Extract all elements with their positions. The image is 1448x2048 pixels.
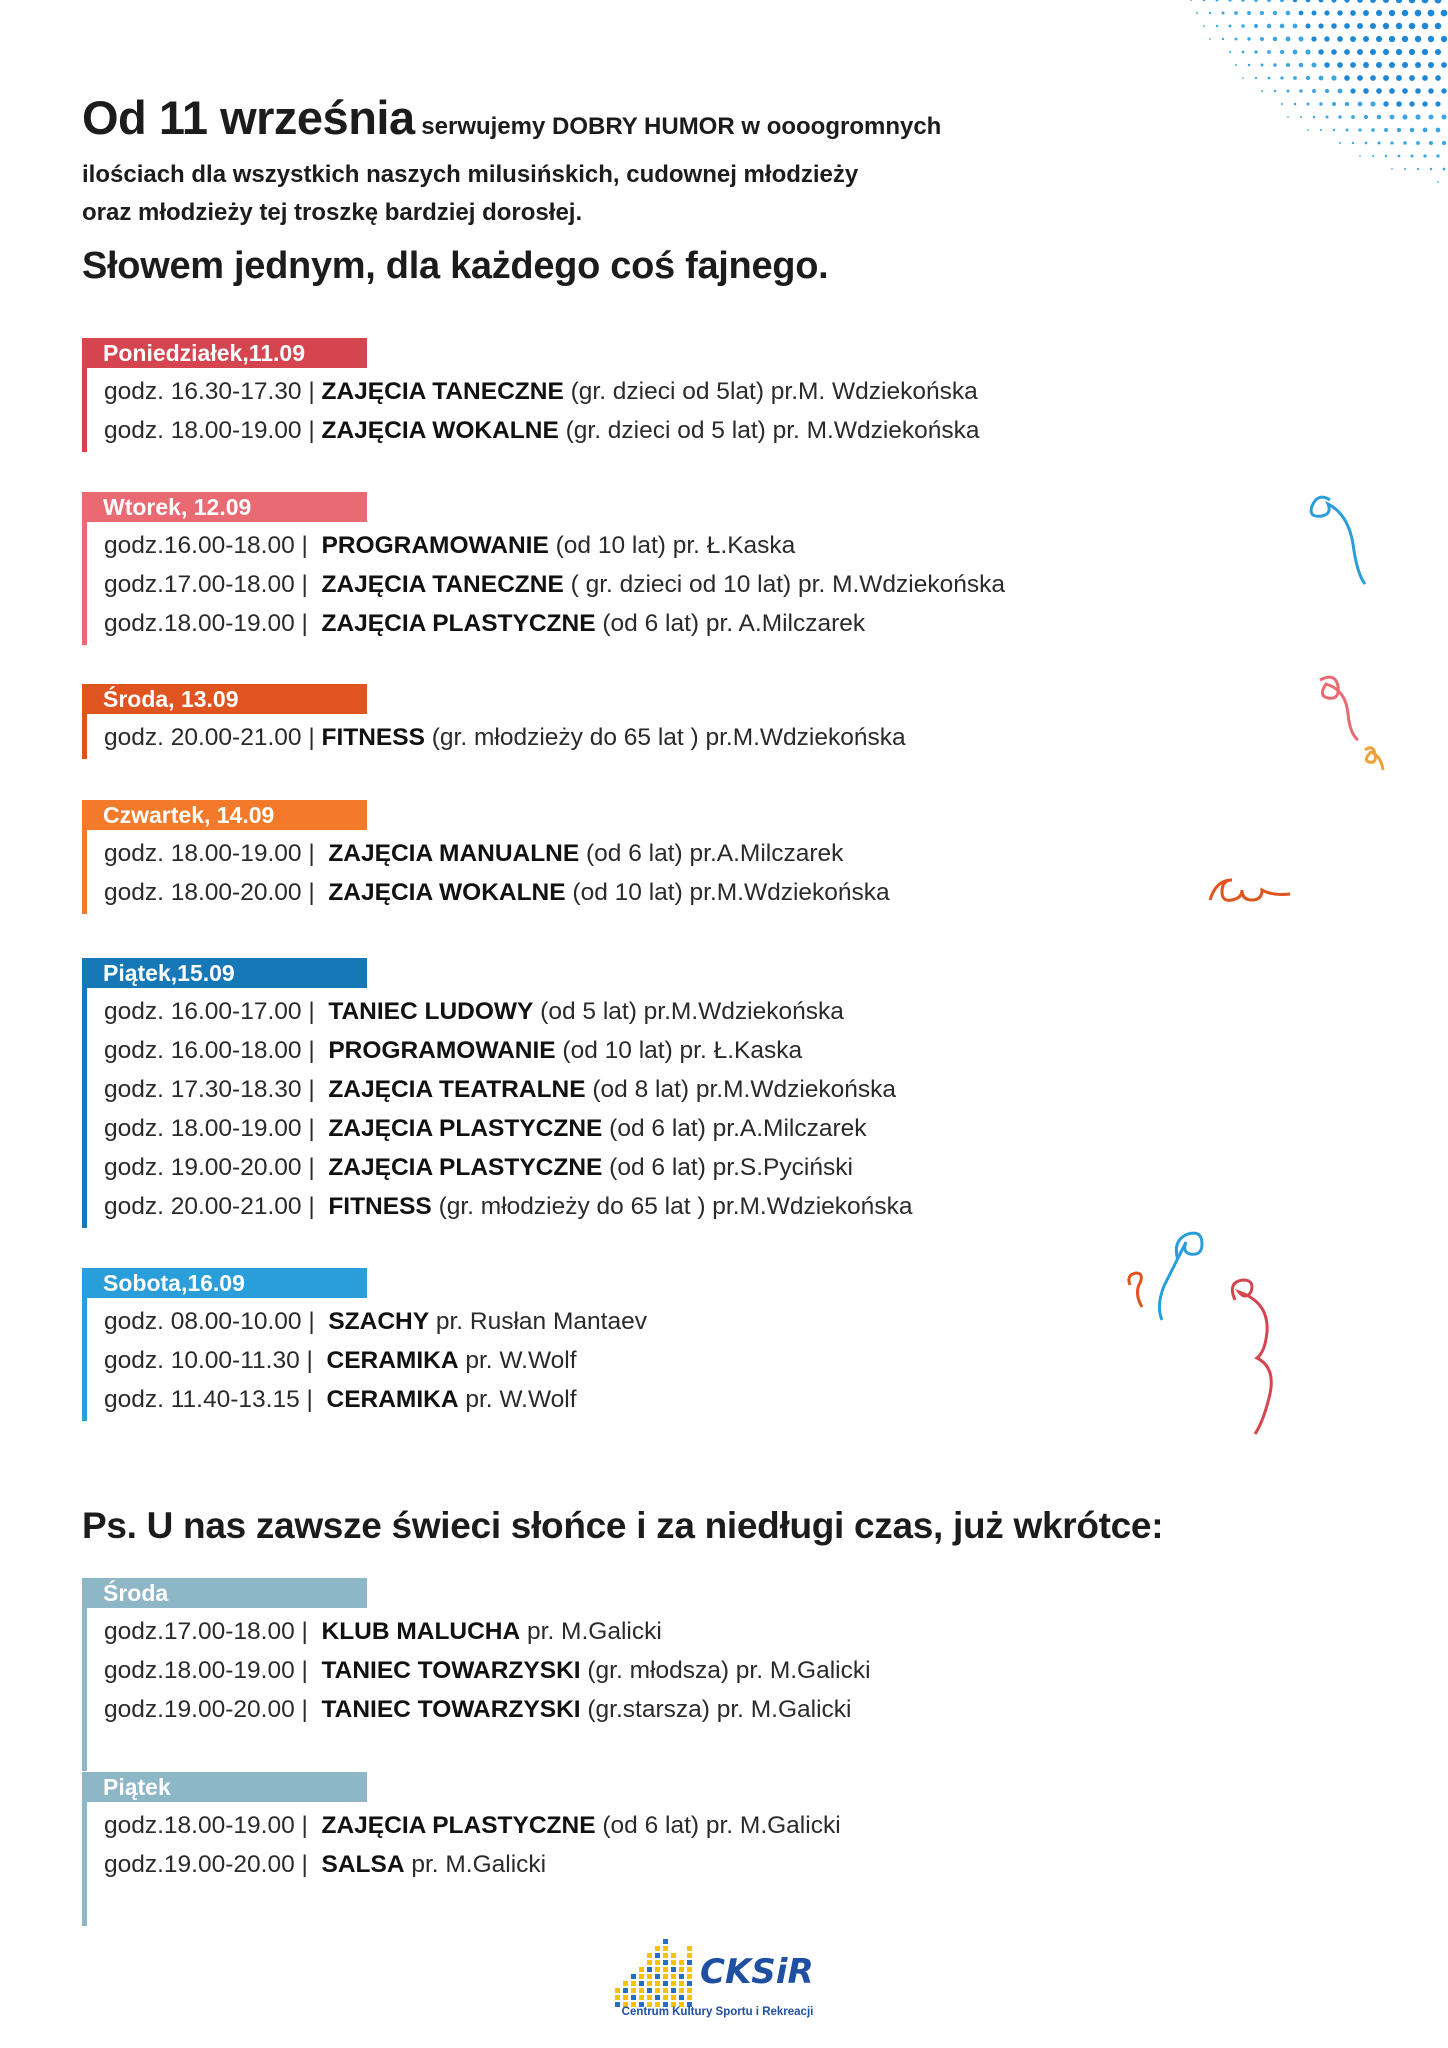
row-detail: (od 10 lat) pr. Ł.Kaska: [548, 532, 796, 559]
row-activity: PROGRAMOWANIE: [328, 1037, 556, 1064]
row-activity: ZAJĘCIA MANUALNE: [328, 840, 580, 867]
intro-line3: oraz młodzieży tej troszkę bardziej dorosłej.: [82, 199, 583, 226]
schedule-row: [104, 565, 1182, 604]
intro-text: [82, 92, 1102, 232]
row-activity: FITNESS: [328, 1193, 432, 1220]
cksir-logo: [610, 1928, 825, 2028]
row-detail: (od 5 lat) pr.M.Wdziekońska: [533, 998, 844, 1025]
row-activity: ZAJĘCIA WOKALNE: [328, 879, 566, 906]
schedule-row: [104, 718, 1182, 757]
row-time: godz. 20.00-21.00 |: [104, 1193, 329, 1220]
dot-pattern-decoration: [1100, 0, 1448, 290]
row-detail: (gr. dzieci od 5lat) pr.M. Wdziekońska: [563, 378, 978, 405]
row-detail: (od 6 lat) pr.A.Milczarek: [602, 1115, 867, 1142]
row-time: godz. 16.30-17.30 |: [104, 378, 322, 405]
row-detail: (gr. dzieci od 5 lat) pr. M.Wdziekońska: [558, 417, 980, 444]
row-time: godz.18.00-19.00 |: [104, 610, 322, 637]
logo-bars-icon: [610, 1928, 710, 2008]
row-activity: SZACHY: [328, 1308, 430, 1335]
logo-subtitle: Centrum Kultury Sportu i Rekreacji: [621, 2006, 814, 2018]
row-time: godz.18.00-19.00 |: [104, 1812, 322, 1839]
row-detail: pr. M.Galicki: [404, 1851, 547, 1878]
day-accent-bar: [82, 1774, 87, 1926]
row-activity: PROGRAMOWANIE: [321, 532, 549, 559]
row-time: godz. 11.40-13.15 |: [104, 1386, 327, 1413]
schedule-row: [104, 1612, 1182, 1651]
row-detail: (gr.starsza) pr. M.Galicki: [580, 1696, 852, 1723]
day-accent-bar: [82, 494, 87, 645]
day-accent-bar: [82, 340, 87, 452]
day-block: [82, 958, 1182, 1226]
row-time: godz.17.00-18.00 |: [104, 571, 322, 598]
row-time: godz.18.00-19.00 |: [104, 1657, 322, 1684]
row-activity: CERAMIKA: [326, 1347, 459, 1374]
schedule-row: [104, 992, 1182, 1031]
row-time: godz. 18.00-20.00 |: [104, 879, 329, 906]
row-time: godz. 18.00-19.00 |: [104, 417, 322, 444]
day-block: [82, 338, 1182, 450]
row-time: godz. 08.00-10.00 |: [104, 1308, 329, 1335]
schedule-row: [104, 1109, 1182, 1148]
intro-headline: Od 11 września: [82, 91, 415, 144]
schedule-row: [104, 526, 1182, 565]
row-activity: ZAJĘCIA PLASTYCZNE: [328, 1154, 603, 1181]
row-activity: KLUB MALUCHA: [321, 1618, 521, 1645]
row-activity: TANIEC TOWARZYSKI: [321, 1657, 581, 1684]
day-header: Piątek,15.09: [82, 958, 367, 988]
row-detail: (od 8 lat) pr.M.Wdziekońska: [585, 1076, 897, 1103]
schedule-row: [104, 1070, 1182, 1109]
row-detail: pr. M.Galicki: [520, 1618, 662, 1645]
day-header: Czwartek, 14.09: [82, 800, 367, 830]
schedule-row: [104, 1302, 1182, 1341]
schedule-row: [104, 1187, 1182, 1226]
row-activity: ZAJĘCIA PLASTYCZNE: [328, 1115, 603, 1142]
schedule-row: [104, 1380, 1182, 1419]
row-time: godz.19.00-20.00 |: [104, 1696, 322, 1723]
row-detail: ( gr. dzieci od 10 lat) pr. M.Wdziekońska: [563, 571, 1005, 598]
row-activity: ZAJĘCIA TANECZNE: [321, 571, 564, 598]
row-detail: (gr. młodzieży do 65 lat ) pr.M.Wdziekońska: [424, 724, 906, 751]
row-time: godz.16.00-18.00 |: [104, 532, 322, 559]
row-detail: pr. Rusłan Mantaev: [429, 1308, 647, 1335]
day-header: Wtorek, 12.09: [82, 492, 367, 522]
schedule-row: [104, 873, 1182, 912]
row-time: godz. 16.00-18.00 |: [104, 1037, 329, 1064]
row-time: godz. 18.00-19.00 |: [104, 840, 329, 867]
row-activity: TANIEC TOWARZYSKI: [321, 1696, 581, 1723]
row-detail: (gr. młodzieży do 65 lat ) pr.M.Wdziekońska: [431, 1193, 913, 1220]
row-activity: ZAJĘCIA TEATRALNE: [328, 1076, 586, 1103]
row-detail: (gr. młodsza) pr. M.Galicki: [580, 1657, 871, 1684]
day-block: [82, 1268, 1182, 1419]
schedule-row: [104, 1651, 1182, 1690]
row-time: godz. 20.00-21.00 |: [104, 724, 322, 751]
row-time: godz.17.00-18.00 |: [104, 1618, 322, 1645]
day-accent-bar: [82, 960, 87, 1228]
row-detail: pr. W.Wolf: [458, 1347, 577, 1374]
intro-line1: serwujemy DOBRY HUMOR w oooogromnych: [414, 113, 942, 140]
logo-name: CKSiR: [700, 1952, 814, 1992]
day-accent-bar: [82, 802, 87, 914]
row-time: godz. 18.00-19.00 |: [104, 1115, 329, 1142]
schedule-row: [104, 1806, 1182, 1845]
schedule-row: [104, 1845, 1182, 1884]
row-time: godz. 16.00-17.00 |: [104, 998, 329, 1025]
ps-heading: Ps. U nas zawsze świeci słońce i za niedługi czas, już wkrótce:: [82, 1505, 1164, 1546]
slogan: Słowem jednym, dla każdego coś fajnego.: [82, 245, 829, 287]
row-detail: (od 10 lat) pr.M.Wdziekońska: [565, 879, 890, 906]
day-block: [82, 800, 1182, 912]
day-header: Poniedziałek,11.09: [82, 338, 367, 368]
day-header: Środa, 13.09: [82, 684, 367, 714]
row-activity: FITNESS: [321, 724, 425, 751]
row-time: godz. 10.00-11.30 |: [104, 1347, 327, 1374]
row-time: godz. 17.30-18.30 |: [104, 1076, 329, 1103]
row-activity: TANIEC LUDOWY: [328, 998, 534, 1025]
schedule-row: [104, 411, 1182, 450]
row-detail: (od 6 lat) pr. M.Galicki: [595, 1812, 841, 1839]
day-block: [82, 684, 1182, 757]
day-block: [82, 492, 1182, 643]
row-detail: (od 6 lat) pr.S.Pyciński: [602, 1154, 853, 1181]
row-time: godz. 19.00-20.00 |: [104, 1154, 329, 1181]
row-detail: pr. W.Wolf: [458, 1386, 577, 1413]
row-activity: CERAMIKA: [326, 1386, 459, 1413]
soon-day-block: [82, 1578, 1182, 1729]
row-detail: (od 6 lat) pr.A.Milczarek: [579, 840, 844, 867]
row-activity: SALSA: [321, 1851, 405, 1878]
schedule-row: [104, 834, 1182, 873]
schedule-row: [104, 1690, 1182, 1729]
row-activity: ZAJĘCIA PLASTYCZNE: [321, 1812, 596, 1839]
schedule-row: [104, 604, 1182, 643]
schedule-row: [104, 1341, 1182, 1380]
intro-line2: ilościach dla wszystkich naszych milusińskich, cudownej młodzieży: [82, 161, 859, 188]
schedule-row: [104, 372, 1182, 411]
day-header: Sobota,16.09: [82, 1268, 367, 1298]
row-activity: ZAJĘCIA WOKALNE: [321, 417, 559, 444]
day-accent-bar: [82, 686, 87, 759]
day-header: Piątek: [82, 1772, 367, 1802]
row-time: godz.19.00-20.00 |: [104, 1851, 322, 1878]
row-activity: ZAJĘCIA PLASTYCZNE: [321, 610, 596, 637]
day-accent-bar: [82, 1270, 87, 1421]
schedule-row: [104, 1031, 1182, 1070]
soon-day-block: [82, 1772, 1182, 1884]
day-accent-bar: [82, 1580, 87, 1771]
row-detail: (od 10 lat) pr. Ł.Kaska: [555, 1037, 803, 1064]
schedule-row: [104, 1148, 1182, 1187]
row-activity: ZAJĘCIA TANECZNE: [321, 378, 564, 405]
day-header: Środa: [82, 1578, 367, 1608]
row-detail: (od 6 lat) pr. A.Milczarek: [595, 610, 866, 637]
